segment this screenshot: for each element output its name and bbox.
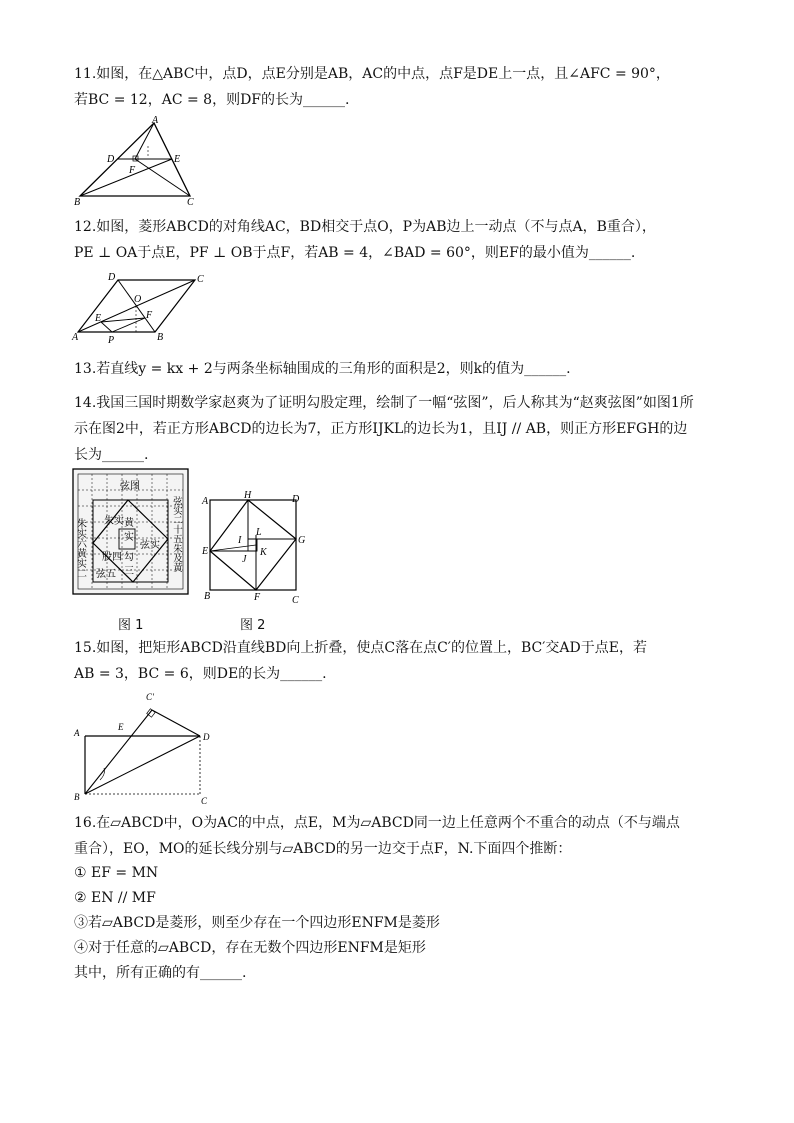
q16-option-2: ② EN // MF (74, 890, 156, 906)
q15-line2: AB = 3，BC = 6，则DE的长为______. (74, 666, 327, 682)
q15-label-e: E (118, 722, 124, 732)
q14-line2: 示在图2中，若正方形ABCD的边长为7，正方形IJKL的边长为1，且IJ // AB，则正方形EFGH的边 (74, 421, 688, 437)
q12-label-a: A (72, 332, 79, 343)
q11-line1: 11.如图，在△ABC中，点D，点E分别是AB，AC的中点，点F是DE上一点，且∠AFC = 90°， (74, 66, 670, 82)
q14-fig2-label-c: C (292, 595, 299, 606)
q12-label-o: O (134, 294, 142, 305)
q14-fig2-label-e: E (202, 546, 209, 557)
q14-fig1-shi: 实 (124, 532, 134, 543)
q14-fig2-label-b: B (204, 591, 211, 602)
q12-label-b: B (157, 332, 164, 343)
q14-fig2-label-a: A (202, 496, 209, 507)
q11-label-f: F (129, 165, 136, 176)
q11-line2: 若BC = 12，AC = 8，则DF的长为______. (74, 92, 350, 108)
q14-figure-1-xiantu (72, 468, 190, 596)
q16-answer-line: 其中，所有正确的有______. (74, 965, 247, 981)
q14-fig1-zhushi: 朱实 (104, 516, 124, 527)
q15-line1: 15.如图，把矩形ABCD沿直线BD向上折叠，使点C落在点C′的位置上，BC′交AD于点E，若 (74, 640, 647, 656)
q12-label-e: E (95, 313, 102, 324)
q15-label-d: D (203, 732, 210, 742)
q16-line2: 重合），EO，MO的延长线分别与▱ABCD的另一边交于点F，N.下面四个推断： (74, 841, 572, 857)
q14-fig1-gusi: 股四 (102, 552, 122, 563)
q16-option-4: ④对于任意的▱ABCD，存在无数个四边形ENFM是矩形 (74, 940, 426, 956)
q12-line1: 12.如图，菱形ABCD的对角线AC，BD相交于点O，P为AB边上一动点（不与点A，B重合）， (74, 219, 656, 235)
q14-fig1-right-text: 弦实二十五朱及黄 (171, 496, 181, 572)
q14-fig2-label-h: H (244, 490, 252, 501)
q14-fig2-label-k: K (260, 547, 267, 558)
q11-triangle-figure (70, 114, 210, 206)
q12-rhombus-figure (70, 268, 210, 344)
q11-label-e: E (174, 154, 181, 165)
q12-label-f: F (146, 310, 153, 321)
q14-fig2-label-d: D (292, 494, 300, 505)
q15-label-c: C (201, 796, 208, 806)
q14-fig2-label-l: L (256, 527, 262, 538)
q16-line1: 16.在▱ABCD中，O为AC的中点，点E，M为▱ABCD同一边上任意两个不重合的动点（不与端点 (74, 815, 680, 831)
q14-fig1-xianwu: 弦五 (96, 569, 116, 580)
q14-line3: 长为______. (74, 447, 149, 463)
q14-fig1-left-text: 朱实六黄实二 (74, 518, 86, 578)
q15-label-b: B (74, 792, 80, 802)
q11-label-b: B (74, 197, 81, 206)
q11-label-a: A (152, 115, 159, 126)
q12-label-c: C (197, 274, 204, 285)
q14-fig1-gou: 勾 (124, 552, 134, 563)
q15-rectangle-fold-figure (70, 688, 220, 806)
q12-label-d: D (108, 272, 116, 283)
q12-label-p: P (108, 335, 115, 344)
q15-label-a: A (74, 728, 80, 738)
q16-option-3: ③若▱ABCD是菱形，则至少存在一个四边形ENFM是菱形 (74, 915, 440, 931)
q14-fig1-title: 弦图 (120, 481, 140, 492)
q14-figure-2-squares (200, 488, 312, 610)
q14-fig2-label-j: J (242, 554, 247, 565)
q14-fig1-caption: 图 1 (118, 618, 144, 633)
q13-line1: 13.若直线y = kx + 2与两条坐标轴围成的三角形的面积是2，则k的值为______. (74, 361, 571, 377)
q16-option-1: ① EF = MN (74, 865, 159, 881)
q11-label-c: C (187, 197, 194, 206)
q12-line2: PE ⊥ OA于点E，PF ⊥ OB于点F，若AB = 4，∠BAD = 60°，则EF的最小值为______. (74, 245, 636, 261)
q11-label-d: D (107, 154, 115, 165)
q14-fig1-huang: 黄 (124, 518, 134, 529)
q15-label-cprime: C′ (146, 692, 154, 702)
q14-fig2-label-i: I (238, 535, 242, 546)
q14-fig2-label-f: F (254, 592, 261, 603)
q14-fig1-xianshi: 弦实 (140, 540, 160, 551)
q14-line1: 14.我国三国时期数学家赵爽为了证明勾股定理，绘制了一幅“弦图”，后人称其为“赵爽弦图”如图1所 (74, 395, 694, 411)
q14-fig1-san: 三 (124, 566, 134, 577)
q14-fig2-caption: 图 2 (240, 618, 266, 633)
q14-fig2-label-g: G (298, 535, 306, 546)
